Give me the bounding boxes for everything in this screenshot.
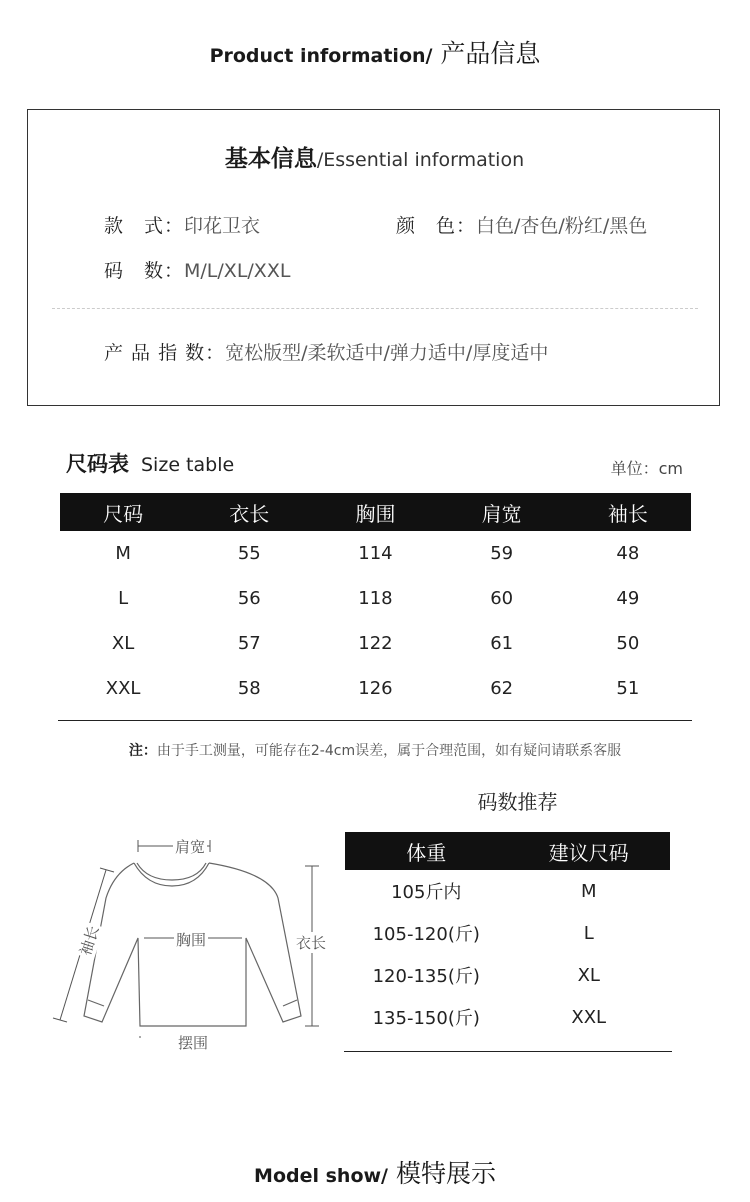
garment-measurement-diagram [40,828,327,1052]
product-index-field [104,338,548,365]
table-cell: M [580,880,597,902]
table-cell: 105-120(斤) [372,924,480,945]
essential-title-zh: 基本信息 [224,146,317,172]
product-info-header-zh: 产品信息 [432,39,541,68]
style-field [104,211,260,238]
table-cell: 57 [237,633,261,654]
table-cell: 49 [616,588,640,609]
note-label: 注： [128,743,157,759]
table-cell: 120-135(斤) [372,966,480,987]
table-cell: 51 [616,678,640,699]
table-cell: 118 [358,588,393,609]
table-cell: L [118,588,129,609]
table-cell: M [115,543,131,564]
header-cell: 尺码 [60,493,186,531]
color-value: 白色/杏色/粉红/黑色 [476,215,648,237]
header-cell: 肩宽 [439,493,565,531]
style-value: 印花卫衣 [184,215,261,237]
header-cell: 胸围 [312,493,438,531]
sizes-label: 码 数： [104,260,185,282]
sizes-field [104,256,290,283]
table-cell: L [583,922,594,944]
table-cell: XL [111,633,135,654]
product-index-label: 产 品 指 数： [104,342,226,364]
table-cell: 61 [490,633,514,654]
header-cell: 建议尺码 [508,832,671,870]
table-row [60,531,691,576]
table-cell: 114 [358,543,393,564]
table-row [345,912,670,954]
header-cell: 袖长 [565,493,691,531]
essential-title-en: /Essential information [316,149,525,171]
recommend-table-bottom-rule [344,1051,672,1052]
essential-info-box [27,109,720,406]
essential-info-title [28,140,721,173]
table-row [345,954,670,996]
note-text: 由于手工测量，可能存在2-4cm误差，属于合理范围，如有疑问请联系客服 [156,743,622,759]
header-cell: 体重 [345,832,508,870]
size-table-bottom-rule [58,720,692,721]
sleeve-label: 袖长 [74,921,104,960]
recommend-table [345,832,670,1038]
model-show-header [0,1154,750,1190]
size-table-title-en: Size table [141,454,235,476]
table-cell: 126 [358,678,393,699]
table-cell: 135-150(斤) [372,1008,480,1029]
table-row [60,621,691,666]
table-cell: 60 [490,588,514,609]
size-table-header-row [60,493,691,531]
table-cell: 56 [237,588,261,609]
table-cell: XXL [105,678,141,699]
table-cell: XXL [571,1006,607,1028]
length-label: 衣长 [296,934,327,952]
recommend-title: 码数推荐 [477,790,558,814]
dashed-divider [52,308,698,309]
model-show-header-zh: 模特展示 [388,1159,496,1188]
product-info-header [0,34,750,70]
chest-label: 胸围 [176,931,207,949]
table-cell: 58 [237,678,261,699]
table-cell: 105斤内 [391,882,462,903]
product-index-value: 宽松版型/柔软适中/弹力适中/厚度适中 [225,342,549,364]
table-row [60,666,691,711]
size-table-title-zh: 尺码表 [66,452,129,476]
color-label: 颜 色： [396,215,477,237]
size-table-title [66,448,234,478]
table-cell: 55 [237,543,261,564]
table-cell: 48 [616,543,640,564]
table-row [345,996,670,1038]
table-row [60,576,691,621]
table-cell: XL [577,964,600,986]
measurement-note [0,740,750,760]
table-row [345,870,670,912]
table-cell: 122 [358,633,393,654]
recommend-header-row [345,832,670,870]
shoulder-label: 肩宽 [175,838,206,856]
header-cell: 衣长 [186,493,312,531]
hem-label: 摆围 [178,1034,209,1052]
style-label: 款 式： [104,215,185,237]
color-field [396,211,647,238]
product-info-header-en: Product information/ [209,45,433,67]
table-cell: 59 [490,543,514,564]
model-show-header-en: Model show/ [254,1165,388,1187]
size-table [60,493,691,711]
table-cell: 50 [616,633,640,654]
sizes-value: M/L/XL/XXL [184,260,291,282]
table-cell: 62 [490,678,514,699]
unit-label: 单位：cm [610,459,683,478]
